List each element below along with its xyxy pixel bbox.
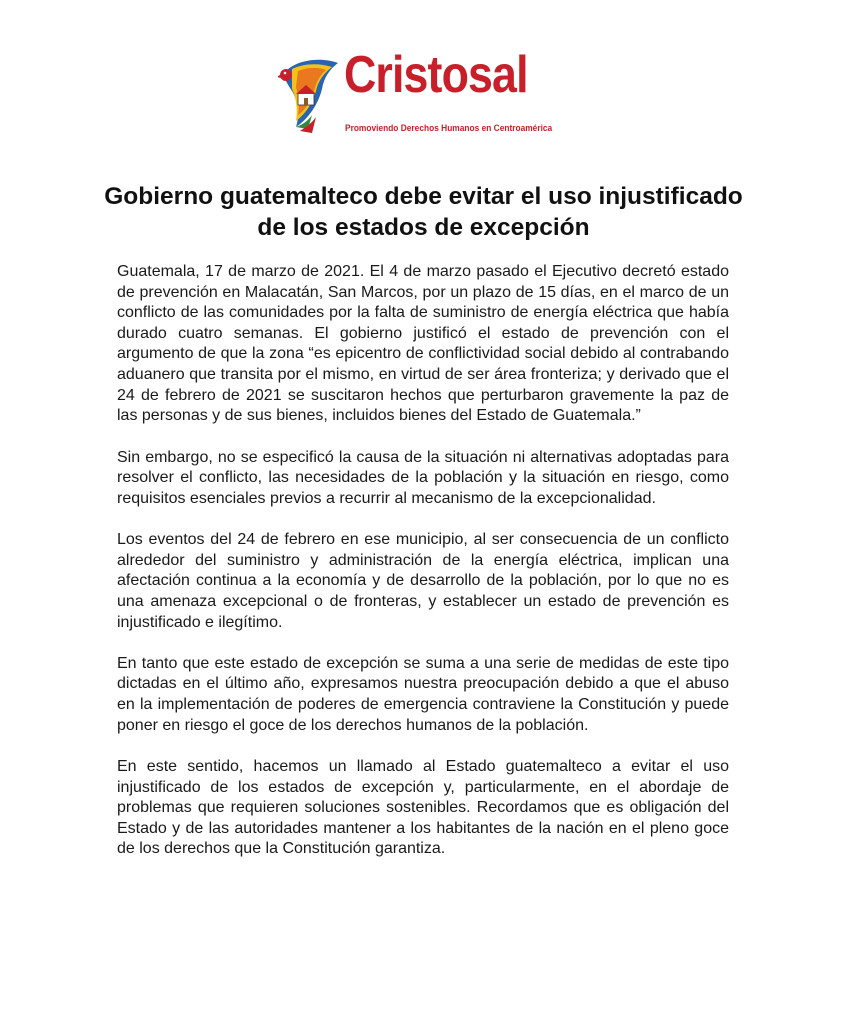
bird-logo-icon: [278, 55, 342, 135]
brand-name: Cristosal: [344, 46, 528, 104]
paragraph: Los eventos del 24 de febrero en ese municipio, al ser consecuencia de un conflicto alrededor del suministro y administración de la energía eléctrica, implican una afectación continua a la economía y de desarrollo de la población, por lo que no es una amenaza excepcional o de fronteras, y establecer un estado de prevención es injustificado e ilegítimo.: [117, 531, 729, 631]
document-title: Gobierno guatemalteco debe evitar el uso injustificado de los estados de excepción: [104, 183, 743, 241]
document-body: [117, 262, 729, 881]
cristosal-logo: [278, 46, 553, 135]
brand-tagline: Promoviendo Derechos Humanos en Centroamérica: [345, 123, 553, 134]
paragraph: Sin embargo, no se especificó la causa de la situación ni alternativas adoptadas para resolver el conflicto, las necesidades de la población y la situación en riesgo, como requisitos esenciales previos a recurrir al mecanismo de la excepcionalidad.: [117, 448, 729, 507]
paragraph: Guatemala, 17 de marzo de 2021. El 4 de marzo pasado el Ejecutivo decretó estado de prevención en Malacatán, San Marcos, por un plazo de 15 días, en el marco de un conflicto de las comunidades por la falta de suministro de energía eléctrica que había durado cuatro semanas. El gobierno justificó el estado de prevención con el argumento de que la zona “es epicentro de conflictividad social debido al contrabando aduanero que transita por el mismo, en virtud de ser área fronteriza; y derivado que el 24 de febrero de 2021 se suscitaron hechos que perturbaron gravemente la paz de las personas y de sus bienes, incluidos bienes del Estado de Guatemala.”: [117, 263, 729, 425]
paragraph: En este sentido, hacemos un llamado al Estado guatemalteco a evitar el uso injustificado de los estados de excepción y, particularmente, en el abordaje de problemas que requieren soluciones sostenibles. Recordamos que es obligación del Estado y de las autoridades mantener a los habitantes de la nación en el pleno goce de los derechos que la Constitución garantiza.: [117, 758, 729, 858]
paragraph: En tanto que este estado de excepción se suma a una serie de medidas de este tipo dictadas en el último año, expresamos nuestra preocupación debido a que el abuso en la implementación de poderes de emergencia contraviene la Constitución y puede poner en riesgo el goce de los derechos humanos de la población.: [117, 654, 729, 734]
